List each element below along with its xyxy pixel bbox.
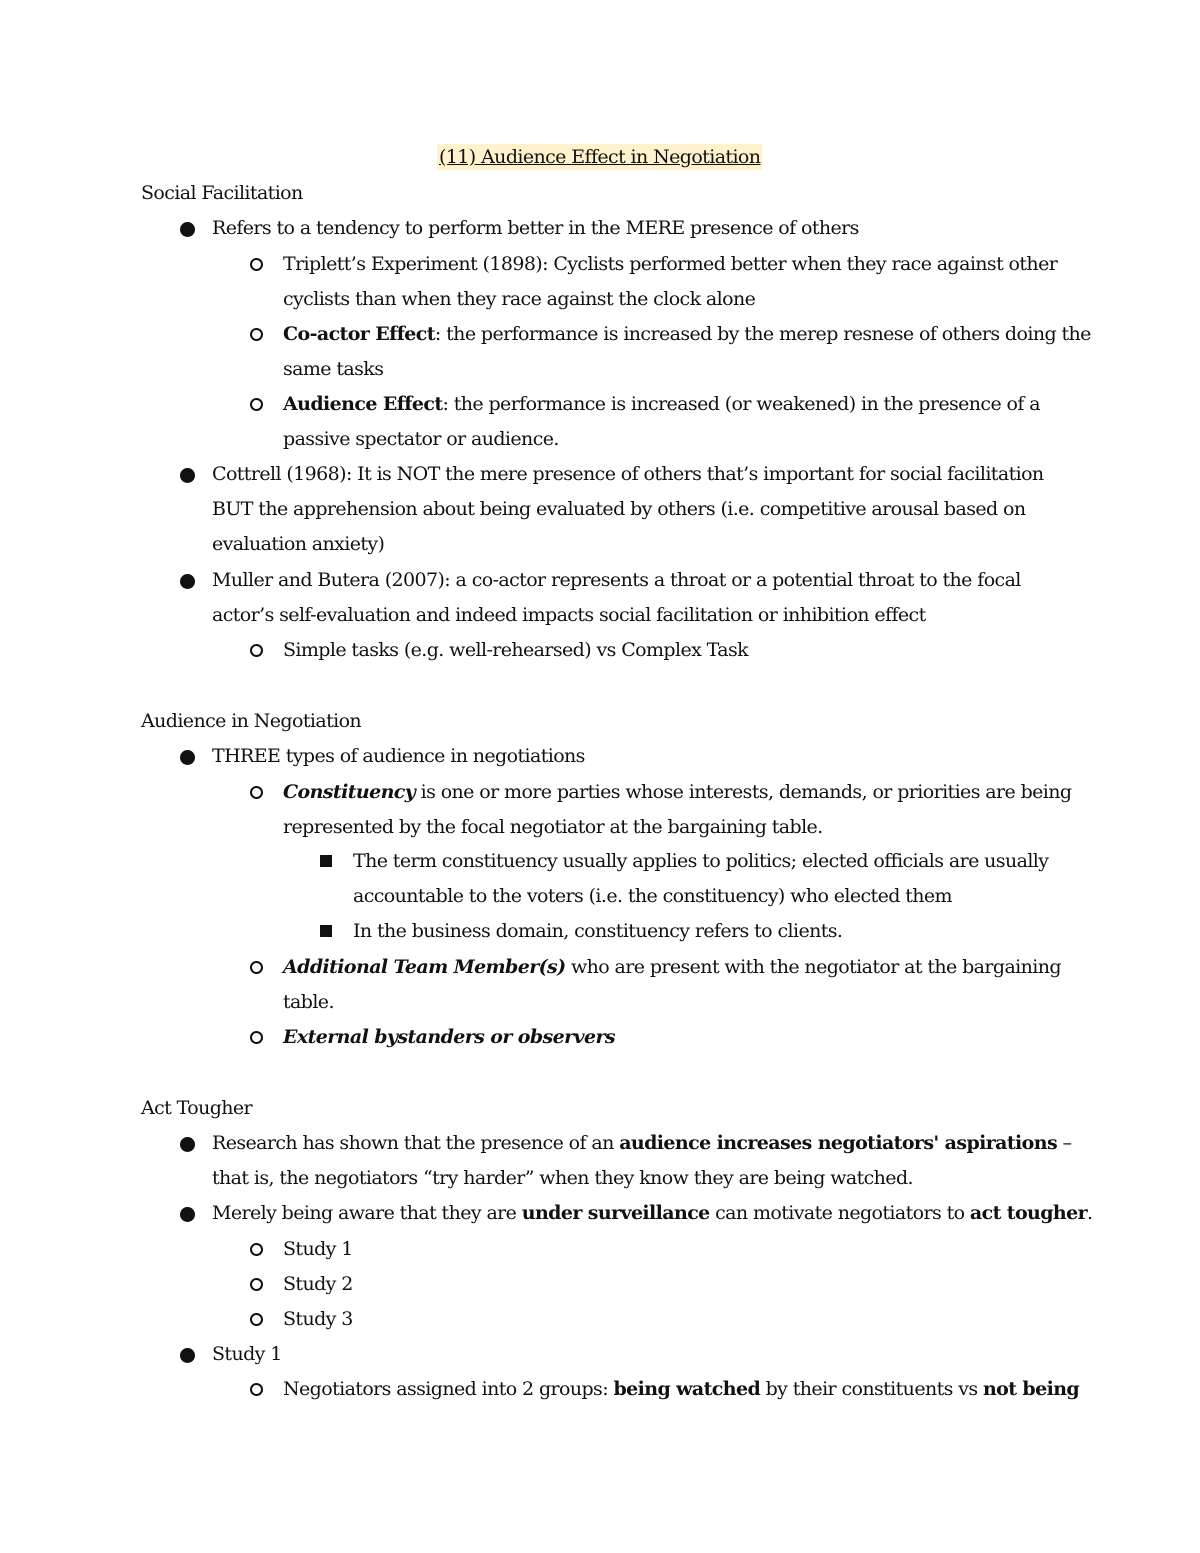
list-item-continued: same tasks bbox=[283, 358, 384, 380]
bullet-filled-square bbox=[320, 925, 332, 937]
list-item: Additional Team Member(s) who are present with the negotiator at the bargaining bbox=[283, 956, 1061, 978]
bullet-filled-circle bbox=[180, 1207, 195, 1222]
bullet-filled-circle bbox=[180, 1348, 195, 1363]
bullet-hollow-circle bbox=[250, 1383, 263, 1396]
bullet-hollow-circle bbox=[250, 1243, 263, 1256]
term-bold-italic: Constituency bbox=[283, 781, 416, 803]
bullet-hollow-circle bbox=[250, 1031, 263, 1044]
list-item: Research has shown that the presence of an audience increases negotiators' aspirations – bbox=[212, 1132, 1072, 1154]
list-item: Study 2 bbox=[283, 1273, 353, 1295]
list-item: Co-actor Effect: the performance is increased by the merep resnese of others doing the bbox=[283, 323, 1091, 345]
bullet-hollow-circle bbox=[250, 398, 263, 411]
term-bold: act tougher bbox=[969, 1202, 1088, 1224]
list-item-continued: BUT the apprehension about being evaluated by others (i.e. competitive arousal based on bbox=[212, 498, 1026, 520]
section-heading-act-tougher: Act Tougher bbox=[141, 1097, 253, 1119]
term-bold: audience increases negotiators' aspirations bbox=[619, 1132, 1058, 1154]
list-item-continued: actor’s self-evaluation and indeed impacts social facilitation or inhibition effect bbox=[212, 604, 926, 626]
term-bold: being watched bbox=[613, 1378, 761, 1400]
term-bold: under surveillance bbox=[521, 1202, 710, 1224]
list-item: Audience Effect: the performance is increased (or weakened) in the presence of a bbox=[283, 393, 1040, 415]
list-item-continued: table. bbox=[283, 991, 334, 1013]
list-item-continued: accountable to the voters (i.e. the constituency) who elected them bbox=[353, 885, 952, 907]
list-item bbox=[283, 1024, 615, 1050]
list-item: Refers to a tendency to perform better in the MERE presence of others bbox=[212, 217, 859, 239]
list-item: Negotiators assigned into 2 groups: being watched by their constituents vs not being bbox=[283, 1378, 1080, 1400]
list-item: Study 1 bbox=[283, 1238, 353, 1260]
term-bold: Co-actor Effect bbox=[283, 323, 435, 345]
list-item: Constituency is one or more parties whose interests, demands, or priorities are being bbox=[283, 781, 1072, 803]
bullet-filled-circle bbox=[180, 468, 195, 483]
title-text: Audience Effect in Negotiation bbox=[481, 146, 761, 168]
bullet-hollow-circle bbox=[250, 328, 263, 341]
list-item: Study 3 bbox=[283, 1308, 353, 1330]
list-item: THREE types of audience in negotiations bbox=[212, 745, 585, 767]
list-item: Study 1 bbox=[212, 1343, 282, 1365]
bullet-hollow-circle bbox=[250, 258, 263, 271]
term-bold: not being bbox=[982, 1378, 1080, 1400]
bullet-hollow-circle bbox=[250, 1313, 263, 1326]
list-item-continued: that is, the negotiators “try harder” when they know they are being watched. bbox=[212, 1167, 913, 1189]
bullet-filled-square bbox=[320, 855, 332, 867]
bullet-filled-circle bbox=[180, 1137, 195, 1152]
list-item-continued: represented by the focal negotiator at the bargaining table. bbox=[283, 816, 823, 838]
term-bold: Audience Effect bbox=[283, 393, 443, 415]
bullet-filled-circle bbox=[180, 574, 195, 589]
list-item: Merely being aware that they are under surveillance can motivate negotiators to act tougher. bbox=[212, 1202, 1093, 1224]
list-item: Simple tasks (e.g. well-rehearsed) vs Complex Task bbox=[283, 639, 749, 661]
bullet-filled-circle bbox=[180, 222, 195, 237]
list-item-continued: cyclists than when they race against the clock alone bbox=[283, 288, 756, 310]
section-heading-social-facilitation: Social Facilitation bbox=[141, 182, 303, 204]
list-item-continued: evaluation anxiety) bbox=[212, 533, 385, 555]
section-heading-audience-in-negotiation: Audience in Negotiation bbox=[141, 710, 362, 732]
term-bold-italic: Additional Team Member(s) bbox=[283, 956, 566, 978]
list-item: In the business domain, constituency refers to clients. bbox=[353, 920, 843, 942]
bullet-hollow-circle bbox=[250, 644, 263, 657]
bullet-filled-circle bbox=[180, 750, 195, 765]
list-item: Triplett’s Experiment (1898): Cyclists performed better when they race against other bbox=[283, 253, 1058, 275]
page-title bbox=[437, 144, 762, 170]
bullet-hollow-circle bbox=[250, 786, 263, 799]
list-item-continued: passive spectator or audience. bbox=[283, 428, 559, 450]
list-item: Cottrell (1968): It is NOT the mere presence of others that’s important for social facilitation bbox=[212, 463, 1044, 485]
term-bold-italic: External bystanders or observers bbox=[283, 1026, 615, 1048]
bullet-hollow-circle bbox=[250, 961, 263, 974]
list-item: The term constituency usually applies to politics; elected officials are usually bbox=[353, 850, 1049, 872]
bullet-hollow-circle bbox=[250, 1278, 263, 1291]
title-number: (11) bbox=[439, 146, 476, 168]
list-item: Muller and Butera (2007): a co-actor represents a throat or a potential throat to the focal bbox=[212, 569, 1021, 591]
